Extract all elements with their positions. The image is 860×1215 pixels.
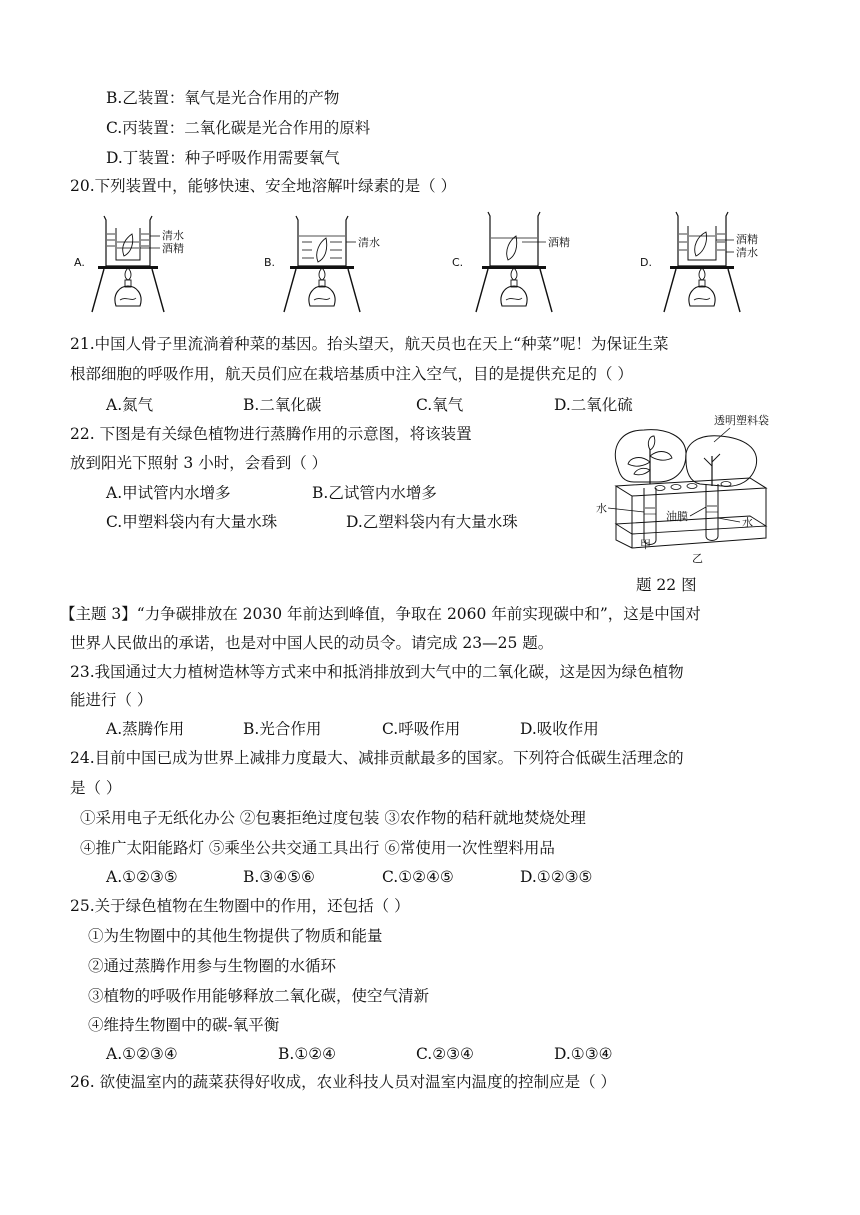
q25-option-c: C.②③④ bbox=[416, 1045, 474, 1063]
q22-option-a: A.甲试管内水增多 bbox=[106, 484, 231, 502]
q25-option-b: B.①②④ bbox=[278, 1045, 337, 1063]
q20-a-label-1: 清水 bbox=[162, 229, 184, 242]
q22-label-water-left: 水 bbox=[596, 502, 607, 515]
q21-option-d: D.二氧化硫 bbox=[554, 396, 633, 414]
q25-item-1: ①为生物圈中的其他生物提供了物质和能量 bbox=[88, 927, 383, 945]
q20-b-label-1: 清水 bbox=[358, 236, 380, 249]
q24-items-line1: ①采用电子无纸化办公 ②包裹拒绝过度包装 ③农作物的秸秆就地焚烧处理 bbox=[80, 809, 586, 827]
q20-d-label-2: 清水 bbox=[736, 246, 758, 259]
q20-figure-c bbox=[452, 208, 572, 316]
q24-option-b: B.③④⑤⑥ bbox=[243, 868, 315, 886]
q22-caption: 题 22 图 bbox=[636, 576, 697, 594]
q21-stem-line1: 21.中国人骨子里流淌着种菜的基因。抬头望天，航天员也在天上“种菜”呢！为保证生菜 bbox=[70, 335, 669, 353]
q20-c-letter: C. bbox=[452, 256, 464, 269]
q22-option-b: B.乙试管内水增多 bbox=[312, 484, 437, 502]
q25-stem: 25.关于绿色植物在生物圈中的作用，还包括（ ） bbox=[70, 897, 410, 915]
q24-option-a: A.①②③⑤ bbox=[106, 868, 178, 886]
q20-stem: 20.下列装置中，能够快速、安全地溶解叶绿素的是（ ） bbox=[70, 177, 457, 195]
q20-d-label-1: 酒精 bbox=[736, 233, 758, 246]
q21-stem-line2: 根部细胞的呼吸作用，航天员们应在栽培基质中注入空气，目的是提供充足的（ ） bbox=[70, 365, 633, 383]
q21-option-b: B.二氧化碳 bbox=[243, 396, 322, 414]
q24-stem-line1: 24.目前中国已成为世界上减排力度最大、减排贡献最多的国家。下列符合低碳生活理念的 bbox=[70, 749, 684, 767]
q22-label-jia: 甲 bbox=[640, 538, 651, 551]
q23-stem-line1: 23.我国通过大力植树造林等方式来中和抵消排放到大气中的二氧化碳，这是因为绿色植物 bbox=[70, 663, 684, 681]
q24-items-line2: ④推广太阳能路灯 ⑤乘坐公共交通工具出行 ⑥常使用一次性塑料用品 bbox=[80, 839, 555, 857]
q23-stem-line2: 能进行（ ） bbox=[70, 691, 153, 709]
q19-option-c: C.丙装置：二氧化碳是光合作用的原料 bbox=[106, 119, 371, 137]
q20-d-letter: D. bbox=[640, 256, 652, 269]
q19-option-b: B.乙装置：氧气是光合作用的产物 bbox=[106, 89, 340, 107]
q22-label-oil: 油膜 bbox=[666, 510, 688, 523]
q25-item-3: ③植物的呼吸作用能够释放二氧化碳，使空气清新 bbox=[88, 987, 430, 1005]
q23-option-b: B.光合作用 bbox=[243, 720, 322, 738]
q22-stem-line1: 22. 下图是有关绿色植物进行蒸腾作用的示意图，将该装置 bbox=[70, 425, 472, 443]
theme3-line2: 世界人民做出的承诺，也是对中国人民的动员令。请完成 23—25 题。 bbox=[70, 634, 554, 652]
q20-a-label-2: 酒精 bbox=[162, 242, 184, 255]
q22-option-d: D.乙塑料袋内有大量水珠 bbox=[346, 513, 518, 531]
q25-option-d: D.①③④ bbox=[554, 1045, 613, 1063]
q24-option-c: C.①②④⑤ bbox=[382, 868, 454, 886]
q26-stem: 26. 欲使温室内的蔬菜获得好收成，农业科技人员对温室内温度的控制应是（ ） bbox=[70, 1073, 617, 1091]
q20-a-letter: A. bbox=[74, 256, 85, 269]
q20-figure-b bbox=[264, 208, 384, 316]
q20-figure-d bbox=[640, 208, 764, 316]
q24-option-d: D.①②③⑤ bbox=[520, 868, 593, 886]
q22-option-c: C.甲塑料袋内有大量水珠 bbox=[106, 513, 278, 531]
q19-option-d: D.丁装置：种子呼吸作用需要氧气 bbox=[106, 149, 340, 167]
q20-b-letter: B. bbox=[264, 256, 276, 269]
q25-item-2: ②通过蒸腾作用参与生物圈的水循环 bbox=[88, 957, 337, 975]
q23-option-d: D.吸收作用 bbox=[520, 720, 599, 738]
q21-option-c: C.氧气 bbox=[416, 396, 464, 414]
q22-figure bbox=[590, 408, 790, 568]
theme3-line1: 【主题 3】“力争碳排放在 2030 年前达到峰值，争取在 2060 年前实现碳中和”，这是中国对 bbox=[60, 605, 701, 623]
q20-figure-a bbox=[74, 208, 184, 316]
q22-stem-line2: 放到阳光下照射 3 小时，会看到（ ） bbox=[70, 454, 328, 472]
q21-option-a: A.氮气 bbox=[106, 396, 154, 414]
q22-label-bag: 透明塑料袋 bbox=[714, 414, 769, 427]
q23-option-c: C.呼吸作用 bbox=[382, 720, 461, 738]
q22-label-yi: 乙 bbox=[692, 552, 703, 565]
q25-option-a: A.①②③④ bbox=[106, 1045, 178, 1063]
q22-label-water-right: 水 bbox=[742, 516, 753, 529]
q23-option-a: A.蒸腾作用 bbox=[106, 720, 185, 738]
q25-item-4: ④维持生物圈中的碳-氧平衡 bbox=[88, 1016, 280, 1034]
q24-stem-line2: 是（ ） bbox=[70, 779, 122, 797]
q20-c-label-1: 酒精 bbox=[548, 236, 570, 249]
